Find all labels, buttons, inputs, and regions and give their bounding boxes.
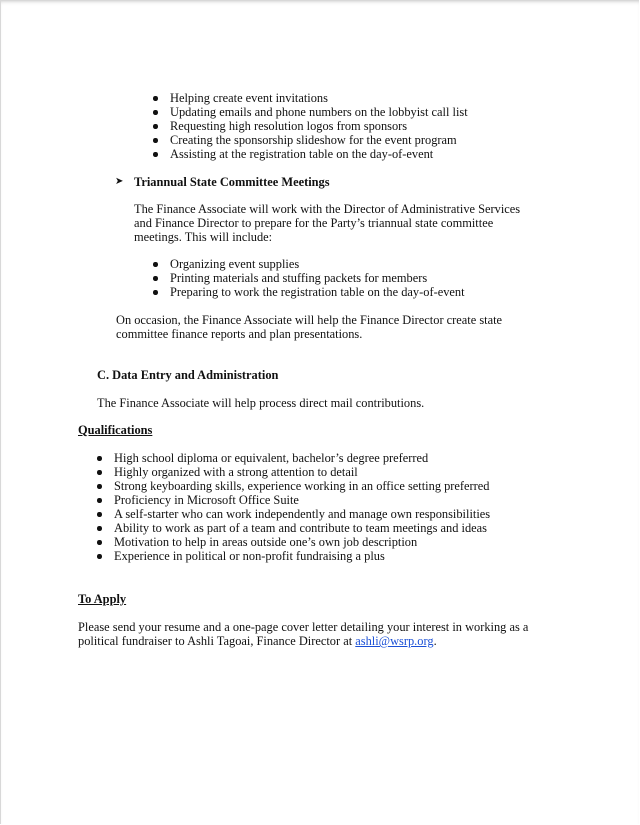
occasion-paragraph-line-2: committee finance reports and plan presentations. [116,327,363,341]
list-item: Experience in political or non-profit fundraising a plus [96,549,490,563]
section-c-heading: C. Data Entry and Administration [97,368,279,382]
list-item: Printing materials and stuffing packets for members [152,271,465,285]
qualifications-heading: Qualifications [78,423,153,437]
list-item: A self-starter who can work independently and manage own responsibilities [96,507,490,521]
section-c-paragraph: The Finance Associate will help process direct mail contributions. [97,396,425,410]
list-item: Helping create event invitations [152,91,468,105]
list-item: Proficiency in Microsoft Office Suite [96,493,490,507]
bullet-icon [97,456,102,461]
list-item: Organizing event supplies [152,257,465,271]
occasion-paragraph-line-1: On occasion, the Finance Associate will help the Finance Director create state [116,313,503,327]
bullet-icon [97,470,102,475]
bullet-icon [97,540,102,545]
to-apply-heading: To Apply [78,592,127,606]
list-item: Highly organized with a strong attention to detail [96,465,490,479]
bullet-icon [97,526,102,531]
triannual-paragraph-line-2: and Finance Director to prepare for the Party’s triannual state committee [134,216,494,230]
bullet-icon [153,138,158,143]
bullet-icon [97,498,102,503]
qualifications-bullet-list [96,451,490,563]
list-item: Motivation to help in areas outside one’s own job description [96,535,490,549]
event-bullet-list [152,91,468,161]
apply-prefix-text: political fundraiser to Ashli Tagoai, Finance Director at [78,634,356,648]
bullet-icon [153,276,158,281]
apply-paragraph-line-2 [78,634,437,648]
email-link[interactable]: ashli@wsrp.org [355,634,434,648]
list-item: High school diploma or equivalent, bachelor’s degree preferred [96,451,490,465]
bullet-icon [153,262,158,267]
list-item: Assisting at the registration table on the day-of-event [152,147,468,161]
list-item: Preparing to work the registration table on the day-of-event [152,285,465,299]
bullet-icon [153,110,158,115]
triannual-bullet-list [152,257,465,299]
list-item: Creating the sponsorship slideshow for the event program [152,133,468,147]
bullet-icon [153,152,158,157]
list-item: Requesting high resolution logos from sponsors [152,119,468,133]
list-item: Ability to work as part of a team and contribute to team meetings and ideas [96,521,490,535]
bullet-icon [153,96,158,101]
apply-suffix-text: . [433,634,437,648]
list-item: Strong keyboarding skills, experience working in an office setting preferred [96,479,490,493]
triannual-paragraph-line-3: meetings. This will include: [134,230,273,244]
apply-paragraph-line-1: Please send your resume and a one-page cover letter detailing your interest in working as a [78,620,529,634]
bullet-icon [97,484,102,489]
list-item: Updating emails and phone numbers on the lobbyist call list [152,105,468,119]
bullet-icon [153,124,158,129]
triannual-paragraph-line-1: The Finance Associate will work with the Director of Administrative Services [134,202,521,216]
bullet-icon [153,290,158,295]
bullet-icon [97,512,102,517]
arrow-bullet-icon: ➤ [115,176,124,187]
bullet-icon [97,554,102,559]
triannual-heading: Triannual State Committee Meetings [134,175,330,189]
